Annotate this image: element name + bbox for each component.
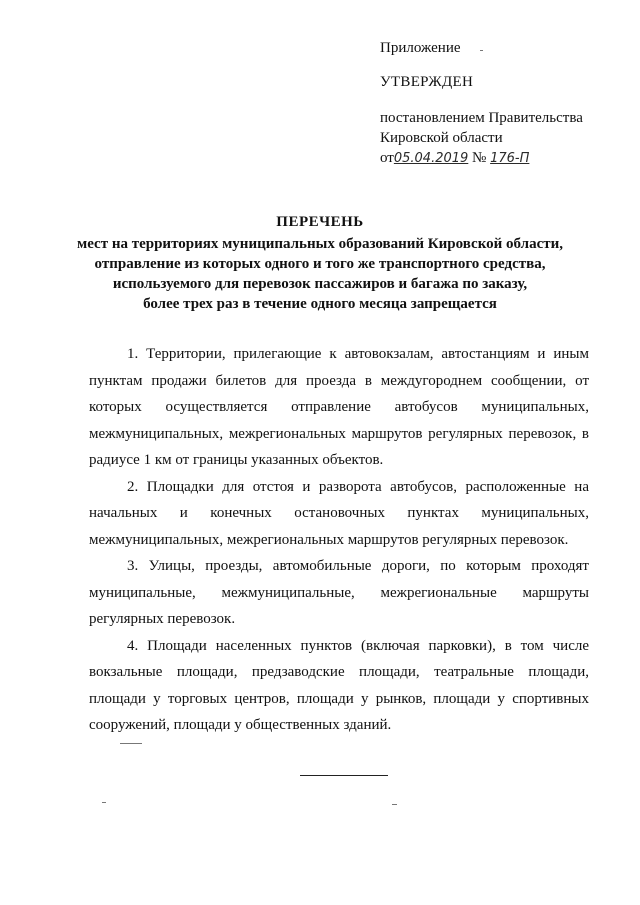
list-item: 2. Площадки для отстоя и разворота автобусов, расположенные на начальных и конечных остановочных пунктах муниципальных, межмуниципальных, межрегиональных маршрутов регулярных перевозок. <box>89 478 589 548</box>
document-title <box>60 212 580 314</box>
scan-speck <box>480 50 483 51</box>
approved-label: УТВЕРЖДЕН <box>380 74 474 90</box>
scan-speck <box>120 743 142 744</box>
scan-speck <box>102 802 106 803</box>
scan-speck <box>392 804 397 805</box>
end-separator-line <box>300 775 388 776</box>
decree-date-line <box>380 148 620 169</box>
decree-line-2: Кировской области <box>380 130 503 146</box>
title-line: отправление из которых одного и того же транспортного средства, <box>94 256 546 272</box>
title-line: более трех раз в течение одного месяца запрещается <box>143 296 497 312</box>
list-item: 3. Улицы, проезды, автомобильные дороги, по которым проходят муниципальные, межмуниципальные, межрегиональные маршруты регулярных перевозок. <box>89 558 589 627</box>
list-item: 1. Территории, прилегающие к автовокзалам, автостанциям и иным пунктам продажи билетов для проезда в междугороднем сообщении, от которых осуществляется отправление автобусов муниципальных, межмуниципальных, межрегиональных маршрутов регулярных перевозок, в радиусе 1 км от границы указанных объектов. <box>89 346 589 468</box>
number-sign: № <box>472 150 487 166</box>
list-item: 4. Площади населенных пунктов (включая парковки), в том числе вокзальные площади, предзаводские площади, театральные площади, площади у торговых центров, площади у рынков, площади у спортивных сооружений, площади у общественных зданий. <box>89 637 589 733</box>
appendix-label: Приложение <box>380 40 461 56</box>
decree-date: 05.04.2019 <box>393 151 469 166</box>
decree-line-1: постановлением Правительства <box>380 110 583 126</box>
title-line: используемого для перевозок пассажиров и багажа по заказу, <box>112 276 528 292</box>
decree-number: 176-П <box>490 151 530 166</box>
title-line: мест на территориях муниципальных образований Кировской области, <box>76 236 564 252</box>
list-body <box>89 341 589 739</box>
approval-block <box>380 38 620 169</box>
title-heading: ПЕРЕЧЕНЬ <box>276 214 364 230</box>
from-prefix: от <box>380 150 394 166</box>
